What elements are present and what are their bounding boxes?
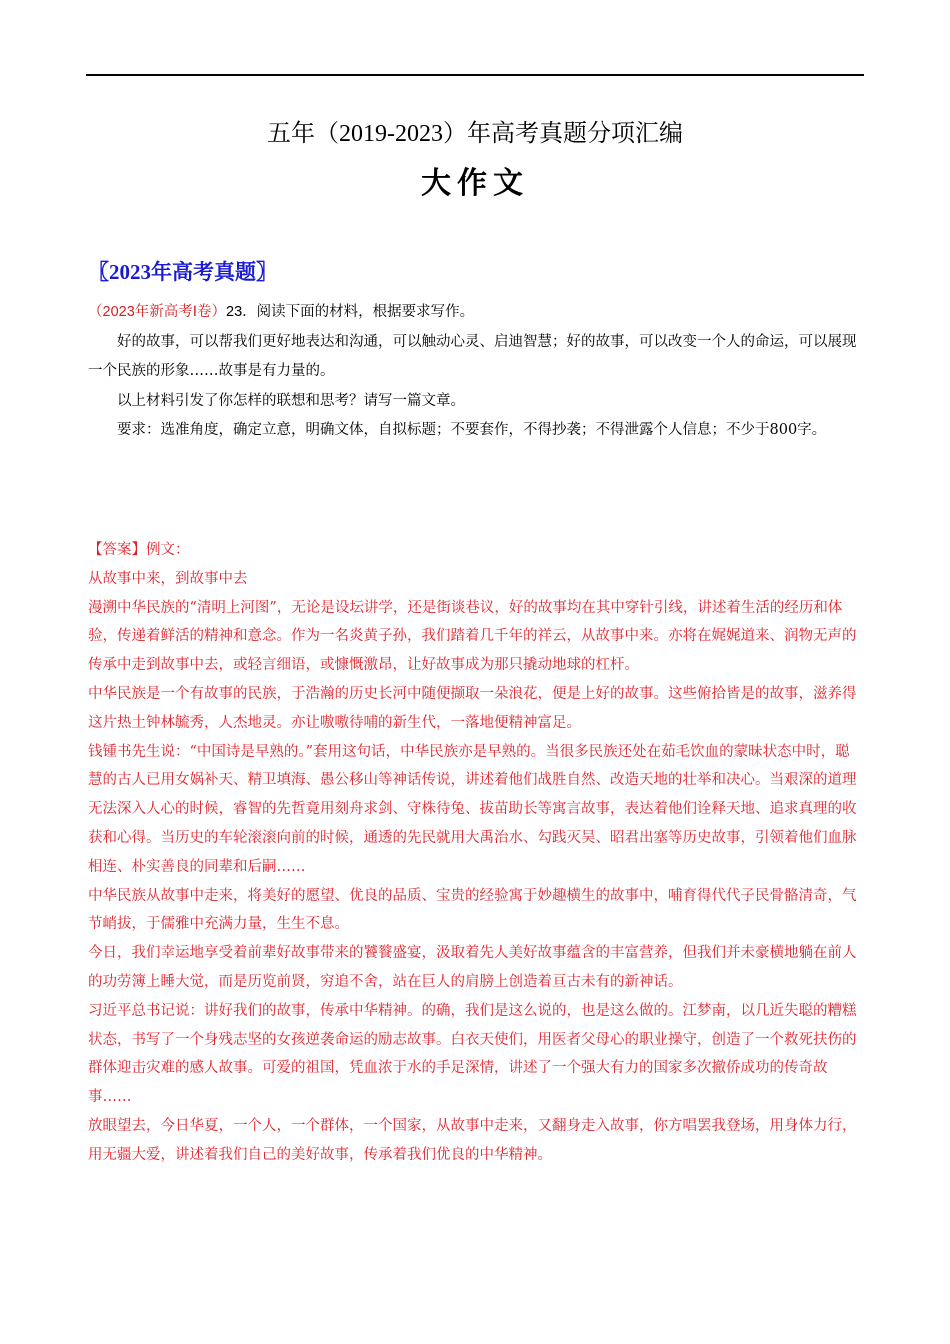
question-source: （2023年新高考Ⅰ卷） [88,304,227,320]
essay-paragraph: 中华民族从故事中走来，将美好的愿望、优良的品质、宝贵的经验寓于妙趣横生的故事中，哺育得代代子民骨骼清奇，气节峭拔，于儒雅中充满力量，生生不息。 [88,887,857,933]
question-header [88,298,863,328]
document-title: 五年（2019-2023）年高考真题分项汇编 [267,121,683,147]
essay-paragraph: 漫溯中华民族的“清明上河图”，无论是设坛讲学，还是街谈巷议，好的故事均在其中穿针引线，讲述着生活的经历和体验，传递着鲜活的精神和意念。作为一名炎黄子孙，我们踏着几千年的祥云，从故事中来。亦将在娓娓道来、润物无声的传承中走到故事中去，或轻言细语，或慷慨激昂，让好故事成为那只撬动地球的杠杆。 [88,599,857,674]
answer-block [88,536,863,1170]
essay-title: 从故事中来，到故事中去 [88,570,248,587]
essay-paragraph: 放眼望去，今日华夏，一个人，一个群体，一个国家，从故事中走来，又翻身走入故事，你方唱罢我登场，用身体力行，用无疆大爱，讲述着我们自己的美好故事，传承着我们优良的中华精神。 [88,1117,857,1163]
essay-paragraph: 钱锺书先生说：“中国诗是早熟的。”套用这句话，中华民族亦是早熟的。当很多民族还处在茹毛饮血的蒙昧状态中时，聪慧的古人已用女娲补天、精卫填海、愚公移山等神话传说，讲述着他们战胜自然、改造天地的壮举和决心。当艰深的道理无法深入人心的时候，睿智的先哲竟用刻舟求剑、守株待兔、拔苗助长等寓言故事，表达着他们诠释天地、追求真理的收获和心得。当历史的车轮滚滚向前的时候，通透的先民就用大禹治水、勾践灭吴、昭君出塞等历史故事，引领着他们血脉相连、朴实善良的同辈和后嗣…… [88,743,857,875]
question-task: 以上材料引发了你怎样的联想和思考？请写一篇文章。 [117,392,465,409]
question-prompt: 23．阅读下面的材料，根据要求写作。 [226,304,475,320]
essay-paragraph: 今日，我们幸运地享受着前辈好故事带来的饕餮盛宴，汲取着先人美好故事蕴含的丰富营养，但我们并未豪横地躺在前人的功劳簿上睡大觉，而是历览前贤，穷追不舍，站在巨人的肩膀上创造着亘古未有的新神话。 [88,945,857,990]
section-heading: 〖2023年高考真题〗 [88,260,277,284]
question-material: 好的故事，可以帮我们更好地表达和沟通，可以触动心灵、启迪智慧；好的故事，可以改变一个人的命运，可以展现一个民族的形象……故事是有力量的。 [88,333,857,379]
essay-paragraph: 习近平总书记说：讲好我们的故事，传承中华精神。的确，我们是这么说的，也是这么做的。江梦南，以几近失聪的糟糕状态，书写了一个身残志坚的女孩逆袭命运的励志故事。白衣天使们，用医者父母心的职业操守，创造了一个救死扶伤的群体迎击灾难的感人故事。可爱的祖国，凭血浓于水的手足深情，讲述了一个强大有力的国家多次撤侨成功的传奇故事…… [88,1002,857,1106]
question-requirements: 要求：选准角度，确定立意，明确文体，自拟标题；不要套作，不得抄袭；不得泄露个人信息；不少于800字。 [117,422,827,438]
question-block [88,298,863,446]
essay-paragraph: 中华民族是一个有故事的民族，于浩瀚的历史长河中随便撷取一朵浪花，便是上好的故事。这些俯拾皆是的故事，滋养得这片热土钟林毓秀，人杰地灵。亦让嗷嗷待哺的新生代，一落地便精神富足。 [88,685,857,731]
document-subtitle: 大作文 [421,166,529,201]
answer-label: 【答案】例文： [88,542,190,558]
header-rule [86,74,864,76]
